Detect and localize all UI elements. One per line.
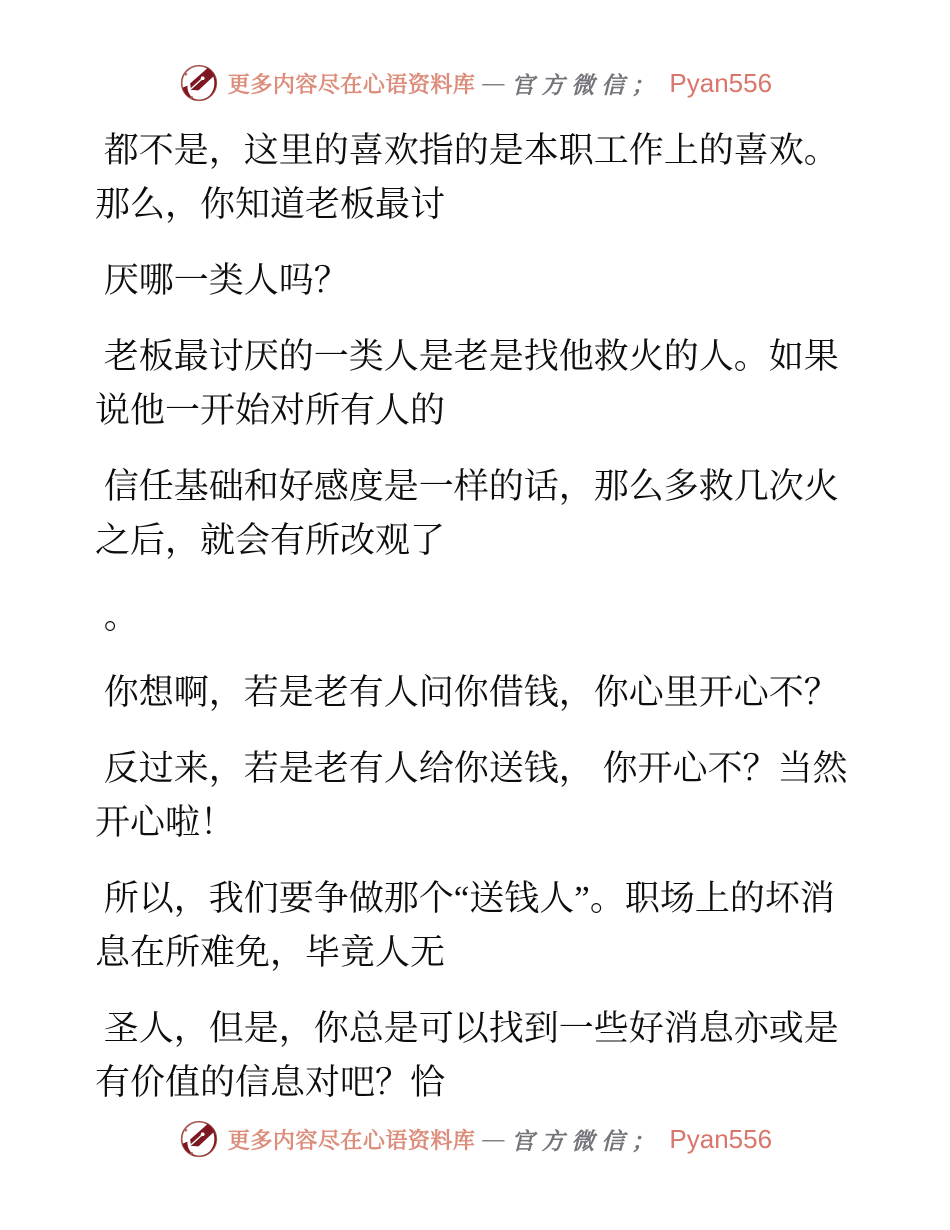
header-watermark	[0, 62, 950, 104]
paragraph-7: 反过来，若是老有人给你送钱， 你开心不？当然开心啦！	[95, 749, 848, 842]
wechat-label: 官方微信；	[511, 1128, 662, 1154]
paragraph-6: 你想啊，若是老有人问你借钱，你心里开心不？	[95, 673, 839, 712]
brand-text: 更多内容尽在心语资料库	[227, 1127, 476, 1153]
wechat-id: Pyan556	[669, 67, 773, 98]
pen-nib-circle-icon	[178, 62, 220, 104]
separator-dash: —	[482, 70, 505, 95]
wechat-label: 官方微信；	[511, 72, 662, 98]
brand-text: 更多内容尽在心语资料库	[227, 71, 476, 97]
separator-dash: —	[482, 1126, 505, 1151]
wechat-id: Pyan556	[669, 1123, 773, 1154]
paragraph-5: 。	[95, 597, 139, 636]
paragraph-4: 信任基础和好感度是一样的话，那么多救几次火之后，就会有所改观了	[95, 467, 839, 560]
footer-watermark	[0, 1118, 950, 1160]
paragraph-3: 老板最讨厌的一类人是老是找他救火的人。如果说他一开始对所有人的	[95, 337, 839, 430]
paragraph-1: 都不是，这里的喜欢指的是本职工作上的喜欢。那么，你知道老板最讨	[95, 131, 839, 224]
document-body	[95, 124, 867, 1132]
pen-nib-circle-icon	[178, 1118, 220, 1160]
paragraph-8: 所以，我们要争做那个“送钱人”。职场上的坏消息在所难免，毕竟人无	[95, 879, 835, 972]
paragraph-9: 圣人，但是，你总是可以找到一些好消息亦或是有价值的信息对吧？恰	[95, 1009, 839, 1102]
paragraph-2: 厌哪一类人吗？	[95, 261, 349, 300]
